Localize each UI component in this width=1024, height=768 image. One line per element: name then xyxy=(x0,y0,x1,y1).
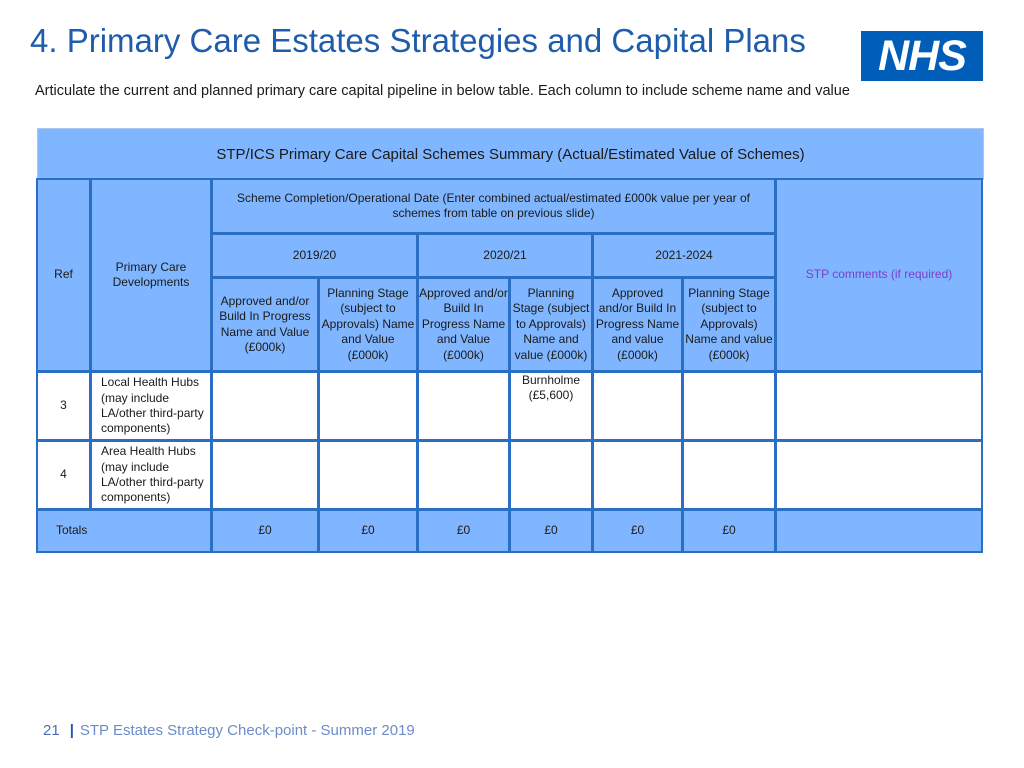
row-ref: 3 xyxy=(36,371,91,441)
row-development: Local Health Hubs (may include LA/other third-party components) xyxy=(90,371,212,441)
total-value: £0 xyxy=(592,509,683,553)
row-ref: 4 xyxy=(36,440,91,510)
table-banner: STP/ICS Primary Care Capital Schemes Summary (Actual/Estimated Value of Schemes) xyxy=(37,128,984,180)
row-value-cell[interactable] xyxy=(318,371,418,441)
row-comment-cell[interactable] xyxy=(775,371,983,441)
intro-text: Articulate the current and planned primary care capital pipeline in below table. Each column to include scheme name and value xyxy=(35,83,850,99)
completion-header: Scheme Completion/Operational Date (Enter combined actual/estimated £000k value per year of schemes from table on previous slide) xyxy=(211,178,776,234)
row-value-cell[interactable] xyxy=(509,440,593,510)
nhs-logo xyxy=(861,31,983,81)
row-value-cell[interactable] xyxy=(592,440,683,510)
row-value-cell[interactable] xyxy=(211,440,319,510)
total-comment xyxy=(775,509,983,553)
subheader-2019-approved: Approved and/or Build In Progress Name and Value (£000k) xyxy=(211,277,319,372)
ref-header: Ref xyxy=(36,178,91,372)
total-value: £0 xyxy=(318,509,418,553)
title-text: Primary Care Estates Strategies and Capital Plans xyxy=(66,22,806,59)
total-value: £0 xyxy=(682,509,776,553)
row-value-cell[interactable] xyxy=(682,371,776,441)
footer xyxy=(43,722,415,739)
row-value-cell[interactable] xyxy=(318,440,418,510)
subheader-2020-approved: Approved and/or Build In Progress Name and Value (£000k) xyxy=(417,277,510,372)
footer-divider: | xyxy=(69,722,74,739)
row-value-cell[interactable] xyxy=(417,371,510,441)
subheader-2020-planning: Planning Stage (subject to Approvals) Name and value (£000k) xyxy=(509,277,593,372)
row-comment-cell[interactable] xyxy=(775,440,983,510)
row-value-cell[interactable] xyxy=(682,440,776,510)
footer-text: STP Estates Strategy Check-point - Summer 2019 xyxy=(79,722,415,739)
total-value: £0 xyxy=(211,509,319,553)
row-value-cell[interactable] xyxy=(592,371,683,441)
row-value-cell[interactable]: Burnholme (£5,600) xyxy=(509,371,593,441)
subheader-2019-planning: Planning Stage (subject to Approvals) Name and Value (£000k) xyxy=(318,277,418,372)
year-2019-20: 2019/20 xyxy=(211,233,418,278)
year-2021-2024: 2021-2024 xyxy=(592,233,776,278)
row-value-cell[interactable] xyxy=(417,440,510,510)
total-value: £0 xyxy=(509,509,593,553)
developments-header: Primary Care Developments xyxy=(90,178,212,372)
slide-number: 4. xyxy=(30,22,58,59)
page-title xyxy=(30,22,806,60)
nhs-logo-text: NHS xyxy=(878,31,966,80)
stp-comments-header: STP comments (if required) xyxy=(775,178,983,372)
subheader-2021-approved: Approved and/or Build In Progress Name and value (£000k) xyxy=(592,277,683,372)
year-2020-21: 2020/21 xyxy=(417,233,593,278)
page-number: 21 xyxy=(43,722,60,739)
row-development: Area Health Hubs (may include LA/other third-party components) xyxy=(90,440,212,510)
row-value-cell[interactable] xyxy=(211,371,319,441)
subheader-2021-planning: Planning Stage (subject to Approvals) Name and value (£000k) xyxy=(682,277,776,372)
capital-schemes-table xyxy=(37,128,984,554)
total-value: £0 xyxy=(417,509,510,553)
totals-label: Totals xyxy=(36,509,212,553)
